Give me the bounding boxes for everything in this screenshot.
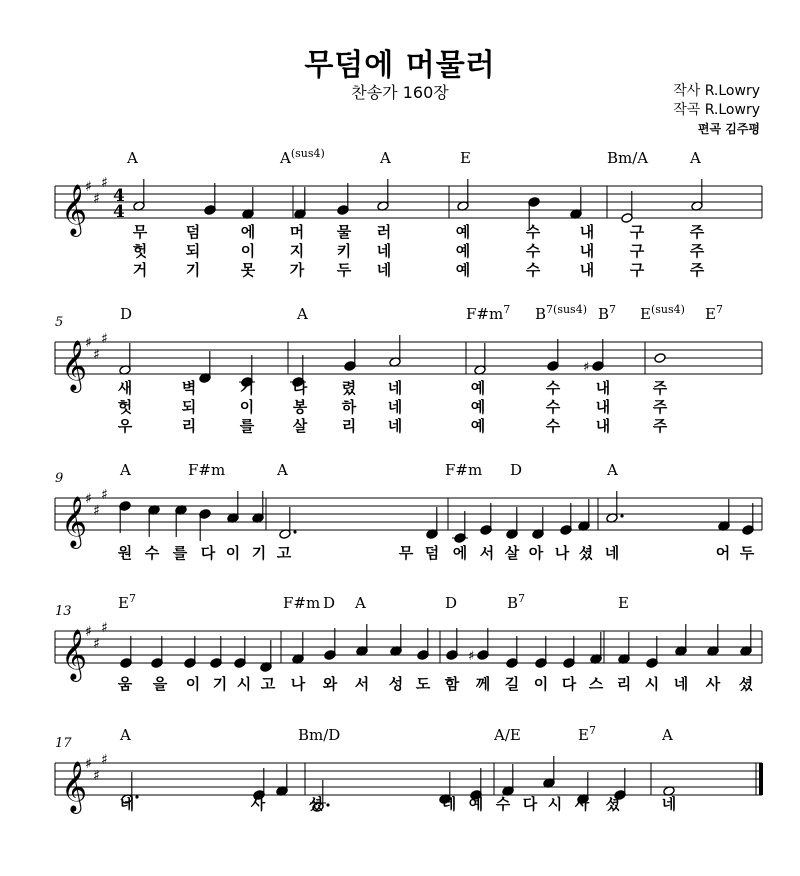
composer-credit: 작곡 R.Lowry: [673, 102, 760, 118]
lyric-syllable: 어: [715, 544, 731, 562]
hymn-number: 찬송가 160장: [351, 83, 449, 102]
lyric-syllable: 께: [475, 675, 491, 693]
lyric-syllable: 서: [479, 544, 495, 562]
staff-system-5: [55, 724, 763, 814]
chord-symbol: A: [277, 461, 288, 479]
lyric-syllable: 하: [341, 398, 357, 416]
chord-symbol: $E^{(sus4)}$: [640, 303, 685, 323]
lyric-syllable: 예: [470, 398, 486, 416]
lyric-syllable: 주: [652, 379, 668, 397]
chord-symbol: A: [355, 594, 366, 612]
measure-number: 13: [55, 604, 72, 619]
chord-symbol: Bm/D: [298, 726, 341, 744]
lyric-syllable: 헛: [132, 242, 148, 260]
time-signature-bottom: 4: [113, 202, 125, 222]
key-sharp-icon: ♯: [85, 179, 92, 195]
lyric-syllable: 덤: [185, 223, 201, 241]
lyric-syllable: 내: [595, 379, 611, 397]
lyric-syllable: 주: [689, 261, 705, 279]
chord-symbol: $E^7$: [578, 724, 596, 744]
lyric-syllable: 주: [652, 398, 668, 416]
lyric-syllable: 구: [629, 223, 645, 241]
lyric-syllable: 셨: [738, 675, 754, 693]
dot-mark: [135, 795, 138, 798]
lyric-syllable: 나: [554, 544, 570, 562]
lyric-syllable: 사: [250, 795, 266, 813]
chord-symbol: A: [607, 461, 618, 479]
measure-number: 17: [55, 736, 72, 751]
lyric-syllable: 거: [132, 261, 148, 279]
lyric-syllable: 네: [376, 242, 392, 260]
lyric-syllable: 셨: [308, 795, 324, 813]
key-sharp-icon: ♯: [101, 620, 108, 636]
chord-symbol: F#m: [188, 461, 226, 479]
lyric-syllable: 에: [240, 223, 256, 241]
treble-clef-icon: 𝄞: [61, 184, 88, 235]
lyric-syllable: 을: [152, 675, 168, 693]
key-sharp-icon: ♯: [101, 487, 108, 503]
chord-symbol: $B^7$: [507, 592, 526, 612]
lyric-syllable: 렸: [341, 379, 357, 397]
chord-symbol: E: [460, 149, 471, 167]
key-sharp-icon: ♯: [85, 491, 92, 507]
lyric-syllable: 를: [172, 544, 188, 562]
chord-symbol: D: [323, 594, 336, 612]
lyric-syllable: 에: [452, 544, 468, 562]
lyric-syllable: 새: [117, 379, 133, 397]
lyric-syllable: 다: [292, 379, 308, 397]
key-sharp-icon: ♯: [93, 191, 100, 207]
lyric-syllable: 리: [616, 675, 632, 693]
lyric-syllable: 사: [705, 675, 721, 693]
lyric-syllable: 성: [388, 675, 404, 693]
lyric-syllable: 내: [579, 261, 595, 279]
lyric-syllable: 내: [595, 398, 611, 416]
chord-symbol: D: [510, 461, 523, 479]
key-sharp-icon: ♯: [93, 636, 100, 652]
lyric-syllable: 주: [689, 223, 705, 241]
dot-mark: [326, 803, 329, 806]
lyric-syllable: 기: [239, 379, 255, 397]
lyric-syllable: 내: [579, 242, 595, 260]
lyric-syllable: 다: [200, 544, 216, 562]
lyric-syllable: 원: [117, 544, 133, 562]
chord-symbol: F#m: [283, 594, 321, 612]
sharp-accidental-icon: ♯: [583, 360, 590, 375]
chord-symbol: D: [120, 305, 133, 323]
lyric-syllable: 네: [119, 795, 135, 813]
lyric-syllable: 고: [276, 544, 292, 562]
lyric-syllable: 함: [444, 675, 460, 693]
lyric-syllable: 무: [398, 544, 414, 562]
lyric-syllable: 수: [525, 242, 541, 260]
lyric-syllable: 못: [240, 261, 256, 279]
lyric-syllable: 구: [629, 242, 645, 260]
arranger-credit: 편곡 김주평: [697, 122, 760, 136]
lyric-syllable: 길: [504, 675, 520, 693]
chord-symbol: A: [127, 149, 138, 167]
lyric-syllable: 를: [239, 417, 255, 435]
lyric-syllable: 가: [289, 261, 305, 279]
sharp-accidental-icon: ♯: [468, 649, 475, 664]
chord-symbol: A: [120, 726, 131, 744]
lyric-syllable: 두: [336, 261, 352, 279]
lyric-syllable: 다: [522, 795, 538, 813]
lyric-syllable: 키: [336, 242, 352, 260]
lyric-syllable: 주: [689, 242, 705, 260]
lyric-syllable: 덤: [424, 544, 440, 562]
chord-symbol: $A^{(sus4)}$: [280, 147, 325, 167]
lyric-syllable: 기: [185, 261, 201, 279]
note-head: [654, 353, 666, 364]
song-title: 무덤에 머물러: [304, 48, 496, 83]
lyric-syllable: 우: [117, 417, 133, 435]
chord-symbol: $B^7$: [598, 303, 617, 323]
lyric-syllable: 네: [376, 261, 392, 279]
lyric-syllable: 주: [652, 417, 668, 435]
lyric-syllable: 되: [181, 398, 197, 416]
key-sharp-icon: ♯: [101, 331, 108, 347]
lyric-syllable: 네: [387, 417, 403, 435]
key-sharp-icon: ♯: [93, 503, 100, 519]
treble-clef-icon: 𝄞: [61, 761, 88, 812]
lyric-syllable: 다: [561, 675, 577, 693]
time-signature-top: 4: [113, 186, 125, 206]
lyricist-credit: 작사 R.Lowry: [673, 83, 760, 99]
chord-symbol: $B^{7(sus4)}$: [535, 303, 587, 323]
treble-clef-icon: 𝄞: [61, 340, 88, 391]
lyric-syllable: 네: [673, 675, 689, 693]
lyric-syllable: 이: [239, 398, 255, 416]
lyric-syllable: 예: [468, 795, 484, 813]
lyric-syllable: 시: [547, 795, 563, 813]
lyric-syllable: 서: [354, 675, 370, 693]
chord-symbol: $E^7$: [118, 592, 136, 612]
lyric-syllable: 벽: [181, 379, 197, 397]
lyric-syllable: 나: [290, 675, 306, 693]
lyric-syllable: 리: [181, 417, 197, 435]
lyric-syllable: 시: [644, 675, 660, 693]
lyric-syllable: 도: [415, 675, 431, 693]
lyric-syllable: 기: [212, 675, 228, 693]
lyric-syllable: 봉: [292, 398, 308, 416]
lyric-syllable: 네: [387, 398, 403, 416]
lyric-syllable: 예: [455, 242, 471, 260]
lyric-syllable: 이: [185, 675, 201, 693]
lyric-syllable: 수: [545, 379, 561, 397]
key-sharp-icon: ♯: [85, 335, 92, 351]
lyric-syllable: 구: [629, 261, 645, 279]
lyric-syllable: 무: [132, 223, 148, 241]
key-sharp-icon: ♯: [85, 624, 92, 640]
chord-symbol: Bm/A: [607, 149, 649, 167]
key-sharp-icon: ♯: [85, 756, 92, 772]
lyric-syllable: 사: [574, 795, 590, 813]
measure-number: 5: [55, 315, 64, 330]
lyric-syllable: 고: [260, 675, 276, 693]
lyric-syllable: 네: [441, 795, 457, 813]
key-sharp-icon: ♯: [93, 347, 100, 363]
chord-symbol: A: [690, 149, 701, 167]
key-sharp-icon: ♯: [101, 752, 108, 768]
chord-symbol: A: [662, 726, 673, 744]
lyric-syllable: 네: [661, 795, 677, 813]
lyric-syllable: 아: [528, 544, 544, 562]
lyric-syllable: 수: [545, 417, 561, 435]
treble-clef-icon: 𝄞: [61, 629, 88, 680]
lyric-syllable: 헛: [117, 398, 133, 416]
key-sharp-icon: ♯: [101, 175, 108, 191]
lyric-syllable: 와: [322, 675, 338, 693]
lyric-syllable: 이: [225, 544, 241, 562]
chord-symbol: $E^7$: [705, 303, 723, 323]
lyric-syllable: 되: [185, 242, 201, 260]
lyric-syllable: 스: [588, 675, 604, 693]
lyric-syllable: 네: [604, 544, 620, 562]
lyric-syllable: 수: [495, 795, 511, 813]
lyric-syllable: 기: [251, 544, 267, 562]
lyric-syllable: 예: [470, 379, 486, 397]
chord-symbol: D: [445, 594, 458, 612]
lyric-syllable: 내: [579, 223, 595, 241]
chord-symbol: A: [380, 149, 391, 167]
chord-symbol: A: [120, 461, 131, 479]
chord-symbol: $F\#m^7$: [466, 303, 511, 323]
lyric-syllable: 예: [455, 261, 471, 279]
lyric-syllable: 수: [525, 261, 541, 279]
lyric-syllable: 예: [470, 417, 486, 435]
lyric-syllable: 셨: [578, 544, 594, 562]
lyric-syllable: 움: [117, 675, 133, 693]
lyric-syllable: 셨: [605, 795, 621, 813]
final-barline-thick: [759, 763, 763, 795]
staff-system-1: [55, 147, 762, 279]
lyric-syllable: 이: [533, 675, 549, 693]
lyric-syllable: 머: [289, 223, 305, 241]
lyric-syllable: 이: [240, 242, 256, 260]
lyric-syllable: 네: [387, 379, 403, 397]
chord-symbol: A: [297, 305, 308, 323]
key-sharp-icon: ♯: [93, 768, 100, 784]
lyric-syllable: 지: [289, 242, 305, 260]
dot-mark: [293, 530, 296, 533]
lyric-syllable: 두: [739, 544, 755, 562]
chord-symbol: F#m: [445, 461, 483, 479]
staff-system-3: [55, 461, 762, 562]
lyric-syllable: 살: [504, 544, 520, 562]
dot-mark: [620, 514, 623, 517]
lyric-syllable: 살: [292, 417, 308, 435]
lyric-syllable: 리: [341, 417, 357, 435]
lyric-syllable: 시: [236, 675, 252, 693]
lyric-syllable: 예: [455, 223, 471, 241]
lyric-syllable: 수: [525, 223, 541, 241]
staff-system-2: [55, 303, 762, 435]
staff-system-4: [55, 592, 762, 693]
lyric-syllable: 수: [545, 398, 561, 416]
lyric-syllable: 내: [595, 417, 611, 435]
chord-symbol: E: [618, 594, 629, 612]
lyric-syllable: 물: [336, 223, 352, 241]
chord-symbol: A/E: [494, 726, 521, 744]
measure-number: 9: [55, 471, 64, 486]
lyric-syllable: 수: [144, 544, 160, 562]
lyric-syllable: 러: [376, 223, 392, 241]
treble-clef-icon: 𝄞: [61, 496, 88, 547]
